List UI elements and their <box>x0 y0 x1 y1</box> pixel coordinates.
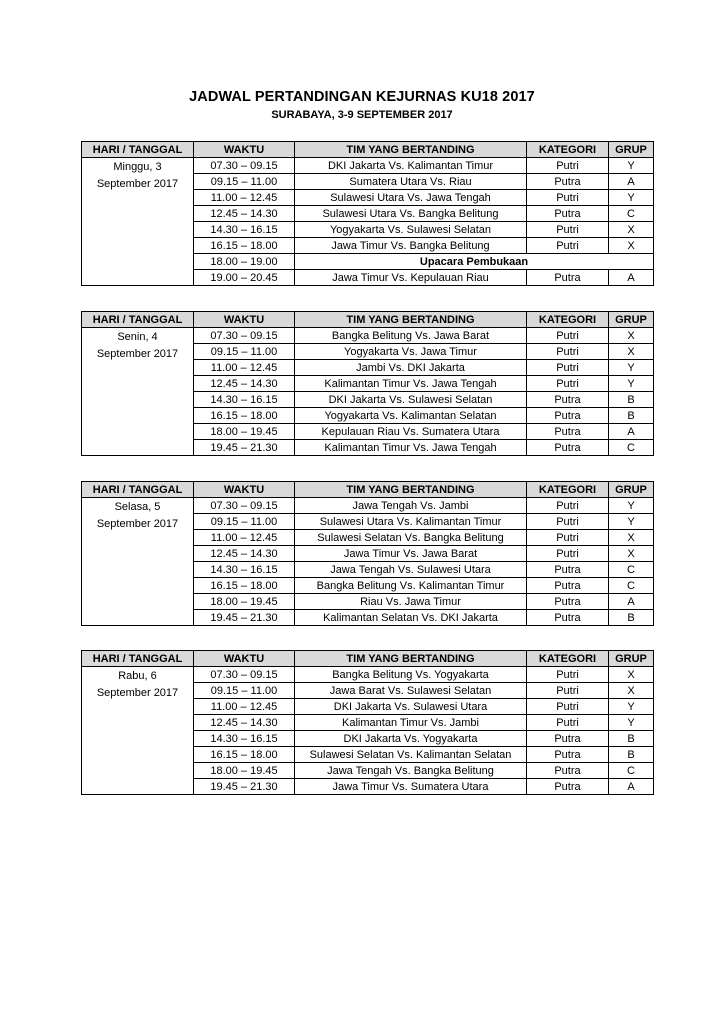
time-cell: 18.00 – 19.00 <box>194 254 295 270</box>
category-cell: Putra <box>527 206 609 222</box>
category-cell: Putri <box>527 530 609 546</box>
time-cell: 07.30 – 09.15 <box>194 498 295 514</box>
category-cell: Putri <box>527 360 609 376</box>
time-cell: 09.15 – 11.00 <box>194 344 295 360</box>
match-cell: Kalimantan Selatan Vs. DKI Jakarta <box>295 610 527 626</box>
schedule-table-day-4 <box>81 650 654 795</box>
match-cell: DKI Jakarta Vs. Sulawesi Utara <box>295 699 527 715</box>
group-cell: B <box>609 610 654 626</box>
column-header-time: WAKTU <box>194 142 295 158</box>
category-cell: Putra <box>527 610 609 626</box>
match-cell: DKI Jakarta Vs. Yogyakarta <box>295 731 527 747</box>
match-cell: Kalimantan Timur Vs. Jawa Tengah <box>295 440 527 456</box>
page-subtitle: SURABAYA, 3-9 SEPTEMBER 2017 <box>271 109 453 121</box>
time-cell: 19.45 – 21.30 <box>194 779 295 795</box>
time-cell: 19.45 – 21.30 <box>194 440 295 456</box>
header-row <box>82 312 654 328</box>
day-date-cell <box>82 328 194 456</box>
match-cell: Yogyakarta Vs. Kalimantan Selatan <box>295 408 527 424</box>
category-cell: Putra <box>527 779 609 795</box>
group-cell: X <box>609 683 654 699</box>
group-cell: B <box>609 731 654 747</box>
column-header-time: WAKTU <box>194 312 295 328</box>
day-date-cell <box>82 667 194 795</box>
category-cell: Putri <box>527 715 609 731</box>
category-cell: Putri <box>527 683 609 699</box>
time-cell: 14.30 – 16.15 <box>194 562 295 578</box>
match-cell: Jawa Timur Vs. Sumatera Utara <box>295 779 527 795</box>
group-cell: Y <box>609 360 654 376</box>
match-cell: Riau Vs. Jawa Timur <box>295 594 527 610</box>
match-cell: Jawa Barat Vs. Sulawesi Selatan <box>295 683 527 699</box>
time-cell: 16.15 – 18.00 <box>194 238 295 254</box>
group-cell: A <box>609 594 654 610</box>
category-cell: Putri <box>527 546 609 562</box>
time-cell: 09.15 – 11.00 <box>194 514 295 530</box>
column-header-day: HARI / TANGGAL <box>82 312 194 328</box>
time-cell: 18.00 – 19.45 <box>194 763 295 779</box>
column-header-group: GRUP <box>609 142 654 158</box>
time-cell: 09.15 – 11.00 <box>194 683 295 699</box>
category-cell: Putri <box>527 498 609 514</box>
match-cell: Jambi Vs. DKI Jakarta <box>295 360 527 376</box>
schedule-table-day-2 <box>81 311 654 456</box>
group-cell: X <box>609 344 654 360</box>
day-label: Selasa, 5 <box>114 501 161 513</box>
category-cell: Putri <box>527 238 609 254</box>
category-cell: Putra <box>527 562 609 578</box>
time-cell: 07.30 – 09.15 <box>194 667 295 683</box>
group-cell: A <box>609 424 654 440</box>
category-cell: Putra <box>527 747 609 763</box>
column-header-group: GRUP <box>609 312 654 328</box>
match-cell: Kalimantan Timur Vs. Jawa Tengah <box>295 376 527 392</box>
category-cell: Putri <box>527 344 609 360</box>
group-cell: X <box>609 238 654 254</box>
group-cell: C <box>609 206 654 222</box>
column-header-category: KATEGORI <box>527 482 609 498</box>
category-cell: Putri <box>527 328 609 344</box>
time-cell: 14.30 – 16.15 <box>194 731 295 747</box>
page-title: JADWAL PERTANDINGAN KEJURNAS KU18 2017 <box>189 89 535 105</box>
schedule-table-day-1 <box>81 141 654 286</box>
date-label: September 2017 <box>96 348 179 360</box>
header-row <box>82 142 654 158</box>
time-cell: 11.00 – 12.45 <box>194 360 295 376</box>
header-row <box>82 651 654 667</box>
category-cell: Putra <box>527 763 609 779</box>
column-header-group: GRUP <box>609 482 654 498</box>
column-header-category: KATEGORI <box>527 142 609 158</box>
day-label: Senin, 4 <box>117 331 158 343</box>
group-cell: X <box>609 667 654 683</box>
column-header-day: HARI / TANGGAL <box>82 482 194 498</box>
category-cell: Putri <box>527 222 609 238</box>
day-label: Rabu, 6 <box>118 670 157 682</box>
category-cell: Putri <box>527 158 609 174</box>
table-row <box>82 667 654 683</box>
day-date-cell <box>82 158 194 286</box>
time-cell: 12.45 – 14.30 <box>194 546 295 562</box>
time-cell: 12.45 – 14.30 <box>194 206 295 222</box>
group-cell: B <box>609 392 654 408</box>
match-cell: Kalimantan Timur Vs. Jambi <box>295 715 527 731</box>
match-cell: DKI Jakarta Vs. Sulawesi Selatan <box>295 392 527 408</box>
category-cell: Putra <box>527 440 609 456</box>
group-cell: A <box>609 779 654 795</box>
group-cell: C <box>609 440 654 456</box>
match-cell: Jawa Timur Vs. Bangka Belitung <box>295 238 527 254</box>
time-cell: 11.00 – 12.45 <box>194 190 295 206</box>
column-header-day: HARI / TANGGAL <box>82 651 194 667</box>
table-row <box>82 498 654 514</box>
match-cell: DKI Jakarta Vs. Kalimantan Timur <box>295 158 527 174</box>
group-cell: X <box>609 546 654 562</box>
time-cell: 11.00 – 12.45 <box>194 699 295 715</box>
time-cell: 18.00 – 19.45 <box>194 594 295 610</box>
match-cell: Sulawesi Utara Vs. Jawa Tengah <box>295 190 527 206</box>
match-cell: Jawa Tengah Vs. Jambi <box>295 498 527 514</box>
time-cell: 09.15 – 11.00 <box>194 174 295 190</box>
category-cell: Putri <box>527 699 609 715</box>
match-cell: Jawa Tengah Vs. Sulawesi Utara <box>295 562 527 578</box>
match-cell: Bangka Belitung Vs. Jawa Barat <box>295 328 527 344</box>
match-cell: Sumatera Utara Vs. Riau <box>295 174 527 190</box>
column-header-time: WAKTU <box>194 651 295 667</box>
time-cell: 12.45 – 14.30 <box>194 376 295 392</box>
category-cell: Putri <box>527 190 609 206</box>
time-cell: 07.30 – 09.15 <box>194 158 295 174</box>
match-cell: Yogyakarta Vs. Jawa Timur <box>295 344 527 360</box>
time-cell: 14.30 – 16.15 <box>194 392 295 408</box>
date-label: September 2017 <box>96 178 179 190</box>
table-row <box>82 158 654 174</box>
match-cell: Jawa Timur Vs. Kepulauan Riau <box>295 270 527 286</box>
column-header-category: KATEGORI <box>527 651 609 667</box>
column-header-day: HARI / TANGGAL <box>82 142 194 158</box>
column-header-group: GRUP <box>609 651 654 667</box>
category-cell: Putra <box>527 392 609 408</box>
time-cell: 19.45 – 21.30 <box>194 610 295 626</box>
group-cell: B <box>609 408 654 424</box>
category-cell: Putra <box>527 594 609 610</box>
category-cell: Putri <box>527 514 609 530</box>
match-cell: Sulawesi Selatan Vs. Kalimantan Selatan <box>295 747 527 763</box>
column-header-time: WAKTU <box>194 482 295 498</box>
time-cell: 14.30 – 16.15 <box>194 222 295 238</box>
category-cell: Putra <box>527 578 609 594</box>
group-cell: A <box>609 174 654 190</box>
group-cell: C <box>609 763 654 779</box>
category-cell: Putra <box>527 424 609 440</box>
group-cell: C <box>609 562 654 578</box>
column-header-match: TIM YANG BERTANDING <box>295 312 527 328</box>
group-cell: Y <box>609 190 654 206</box>
group-cell: X <box>609 222 654 238</box>
match-cell: Sulawesi Utara Vs. Bangka Belitung <box>295 206 527 222</box>
column-header-match: TIM YANG BERTANDING <box>295 651 527 667</box>
time-cell: 07.30 – 09.15 <box>194 328 295 344</box>
match-cell: Bangka Belitung Vs. Kalimantan Timur <box>295 578 527 594</box>
match-cell: Jawa Tengah Vs. Bangka Belitung <box>295 763 527 779</box>
category-cell: Putri <box>527 667 609 683</box>
match-cell: Yogyakarta Vs. Sulawesi Selatan <box>295 222 527 238</box>
event-cell: Upacara Pembukaan <box>295 254 654 270</box>
group-cell: B <box>609 747 654 763</box>
time-cell: 12.45 – 14.30 <box>194 715 295 731</box>
day-label: Minggu, 3 <box>113 161 162 173</box>
day-date-cell <box>82 498 194 626</box>
group-cell: Y <box>609 498 654 514</box>
column-header-match: TIM YANG BERTANDING <box>295 142 527 158</box>
category-cell: Putra <box>527 408 609 424</box>
category-cell: Putra <box>527 731 609 747</box>
time-cell: 16.15 – 18.00 <box>194 578 295 594</box>
group-cell: X <box>609 328 654 344</box>
category-cell: Putra <box>527 270 609 286</box>
time-cell: 11.00 – 12.45 <box>194 530 295 546</box>
group-cell: X <box>609 530 654 546</box>
column-header-category: KATEGORI <box>527 312 609 328</box>
match-cell: Sulawesi Selatan Vs. Bangka Belitung <box>295 530 527 546</box>
match-cell: Bangka Belitung Vs. Yogyakarta <box>295 667 527 683</box>
group-cell: Y <box>609 514 654 530</box>
table-row <box>82 328 654 344</box>
time-cell: 16.15 – 18.00 <box>194 747 295 763</box>
header-row <box>82 482 654 498</box>
match-cell: Kepulauan Riau Vs. Sumatera Utara <box>295 424 527 440</box>
category-cell: Putri <box>527 376 609 392</box>
category-cell: Putra <box>527 174 609 190</box>
group-cell: A <box>609 270 654 286</box>
column-header-match: TIM YANG BERTANDING <box>295 482 527 498</box>
time-cell: 16.15 – 18.00 <box>194 408 295 424</box>
time-cell: 19.00 – 20.45 <box>194 270 295 286</box>
group-cell: C <box>609 578 654 594</box>
date-label: September 2017 <box>96 687 179 699</box>
date-label: September 2017 <box>96 518 179 530</box>
match-cell: Jawa Timur Vs. Jawa Barat <box>295 546 527 562</box>
group-cell: Y <box>609 158 654 174</box>
schedule-table-day-3 <box>81 481 654 626</box>
group-cell: Y <box>609 699 654 715</box>
time-cell: 18.00 – 19.45 <box>194 424 295 440</box>
group-cell: Y <box>609 715 654 731</box>
group-cell: Y <box>609 376 654 392</box>
match-cell: Sulawesi Utara Vs. Kalimantan Timur <box>295 514 527 530</box>
